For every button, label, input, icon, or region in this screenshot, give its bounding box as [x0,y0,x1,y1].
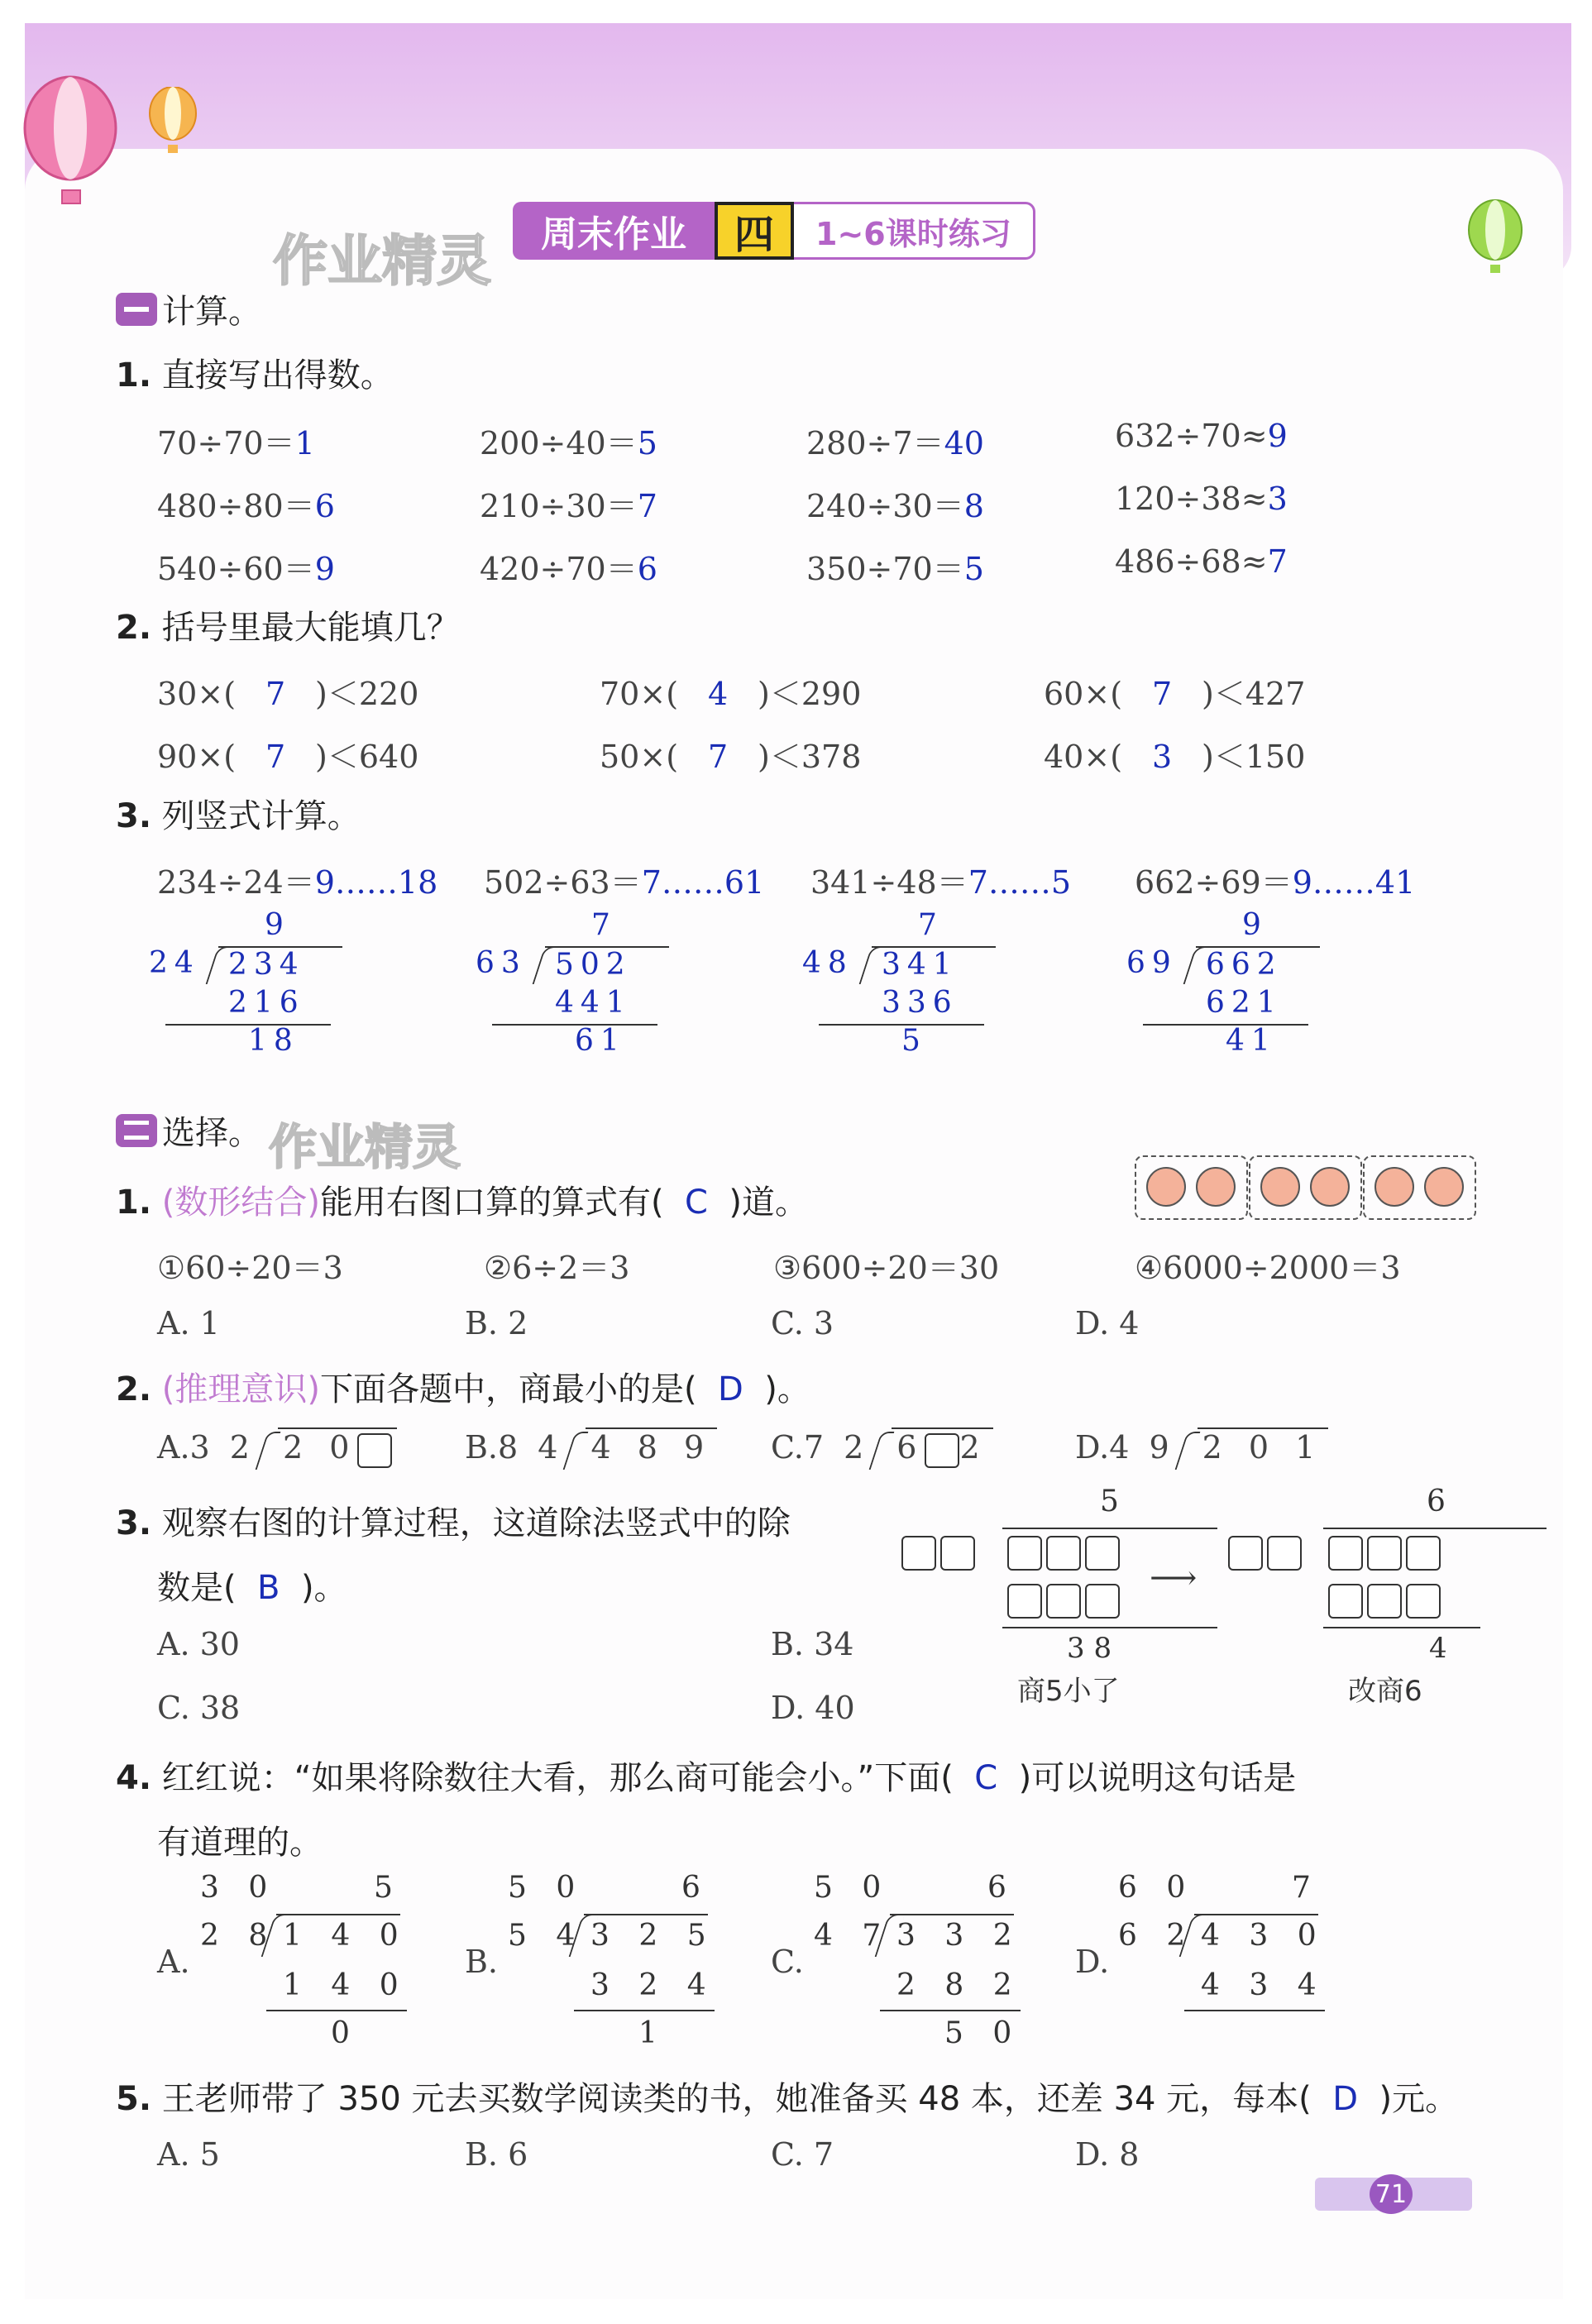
balloon-small-icon [145,87,203,161]
vertical-division [1126,908,1341,1057]
arrow-right-icon: ⟶ [1150,1559,1198,1597]
dividend: 341 [882,948,959,982]
tag-number: 四 [715,202,794,260]
equation: 486÷68≈7 [1115,543,1288,580]
division-expression: 341÷48＝7……5 [810,864,1072,901]
answer: 9 [1267,418,1288,454]
answer: 40 [944,425,984,461]
choice[interactable]: D. 8 [1075,2136,1140,2173]
divisor: 4 7 [814,1919,892,1953]
remainder: 5 0 [944,2016,1022,2050]
division-process-figure: 5 3 8 商5小了 ⟶ 6 4 改商6 [901,1485,1480,1724]
remainder: 5 [901,1024,927,1058]
divisor: 2 8 [200,1919,278,1953]
equation: 480÷80＝6 [157,488,335,524]
bracket-inequality: 30×( 7 )＜220 [157,676,419,712]
answer: 5 [637,425,657,461]
option-expression: ③600÷20＝30 [773,1250,1000,1286]
equation: 240÷30＝8 [806,488,984,524]
product: 441 [555,986,632,1020]
quotient: 7 [591,908,617,942]
assignment-tag [513,202,1035,260]
equation: 200÷40＝5 [480,425,657,461]
equation: 70÷70＝1 [157,425,315,461]
dividend: 502 [555,948,632,982]
question-2-1: 1. (数形结合)能用右图口算的算式有( C )道。 [116,1184,808,1222]
vertical-division [1118,1871,1366,2053]
divisor: 48 [802,946,853,980]
option-expression: ②6÷2＝3 [484,1250,630,1286]
remainder: 1 [638,2016,667,2050]
choice[interactable]: B. 6 [465,2136,528,2173]
choice-letter[interactable]: C. [771,1944,804,1980]
answer: 3 [1267,481,1288,517]
answer: 8 [963,488,984,524]
section-heading-1: 计算。 [116,285,261,332]
choice[interactable]: B. 2 [465,1305,528,1341]
product: 336 [882,986,959,1020]
question-2-3: 3. 观察右图的计算过程，这道除法竖式中的除 [116,1504,791,1542]
bracket-inequality: 90×( 7 )＜640 [157,739,419,775]
remainder: 41 [1226,1024,1277,1058]
divisor: 6 2 [1118,1919,1196,1953]
subtraction-line [1184,2010,1325,2011]
estimate: 6 0 [1118,1871,1196,1905]
question-1-1: 1. 直接写出得数。 [116,356,394,395]
choice-b[interactable]: B. 34 [771,1626,854,1662]
dividend: 234 [228,948,305,982]
product: 2 8 2 [896,1968,1022,2002]
question-2-5: 5. 王老师带了 350 元去买数学阅读类的书，她准备买 48 本，还差 34 元，每本( D )元。 [116,2080,1459,2118]
division-expression: 662÷69＝9……41 [1135,864,1416,901]
choice[interactable]: C. 3 [771,1305,834,1341]
bracket-inequality: 50×( 7 )＜378 [600,739,862,775]
answer: 9 [314,551,335,587]
question-1-2: 2. 括号里最大能填几？ [116,609,460,647]
equation: 350÷70＝5 [806,551,984,587]
circle-icon [1310,1167,1350,1207]
estimate: 3 0 [200,1871,278,1905]
dividend: 1 4 0 [283,1919,409,1953]
choice[interactable]: A. 1 [157,1305,220,1341]
choice[interactable]: B.8 4 4 8 9 [465,1429,738,1479]
subtraction-line [266,2010,407,2011]
choice[interactable]: A.3 2 2 0 [157,1429,430,1479]
section-one-icon [116,293,157,326]
question-2-4-cont: 有道理的。 [157,1824,323,1862]
choice[interactable]: C. 7 [771,2136,834,2173]
subtraction-line [880,2010,1021,2011]
product: 3 2 4 [590,1968,716,2002]
choice-c[interactable]: C. 38 [157,1690,241,1726]
product: 216 [228,986,305,1020]
bracket-line [276,1914,400,1915]
circle-icon [1260,1167,1300,1207]
remainder: 18 [248,1024,299,1058]
estimate: 5 0 [508,1871,586,1905]
product: 1 4 0 [283,1968,409,2002]
choice-a[interactable]: A. 30 [157,1626,240,1662]
quotient: 5 [374,1871,403,1905]
answer: 7 [1151,676,1173,712]
bracket-line [890,1914,1014,1915]
vertical-division [814,1871,1062,2053]
answer: 4 [707,676,729,712]
question-2-3-cont: 数是( B )。 [157,1569,347,1607]
dividend: 4 3 0 [1201,1919,1327,1953]
quotient: 7 [1292,1871,1321,1905]
question-2-4: 4. 红红说：“如果将除数往大看，那么商可能会小。”下面( C )可以说明这句话是 [116,1759,1297,1797]
question-2-2: 2. (推理意识)下面各题中，商最小的是( D )。 [116,1370,810,1408]
division-expression: 502÷63＝7……61 [484,864,765,901]
divisor: 24 [149,946,200,980]
choice-letter[interactable]: B. [465,1944,499,1980]
answer: 7 [265,739,286,775]
product: 621 [1206,986,1283,1020]
answer: 7 [265,676,286,712]
dividend: 662 [1206,948,1283,982]
section-two-icon [116,1114,157,1147]
choice[interactable]: D.4 9 2 0 1 [1075,1429,1348,1479]
divisor: 69 [1126,946,1178,980]
bracket-inequality: 40×( 3 )＜150 [1044,739,1306,775]
answer: 7 [707,739,729,775]
circle-groups-figure [1135,1155,1478,1218]
answer: 1 [294,425,315,461]
choice[interactable]: C.7 2 6 2 [771,1429,1044,1479]
circle-icon [1146,1167,1186,1207]
tag-title: 周末作业 [513,202,715,260]
equation: 540÷60＝9 [157,551,335,587]
page-number-badge [1315,2178,1472,2211]
equation: 420÷70＝6 [480,551,657,587]
estimate: 5 0 [814,1871,892,1905]
choice-letter[interactable]: D. [1075,1944,1110,1980]
answer: 6 [314,488,335,524]
bracket-inequality: 60×( 7 )＜427 [1044,676,1306,712]
quotient: 7 [918,908,944,942]
choice-d[interactable]: D. 40 [771,1690,855,1726]
quotient: 6 [987,1871,1016,1905]
circle-icon [1424,1167,1464,1207]
vertical-division [508,1871,756,2053]
quotient: 6 [681,1871,710,1905]
bracket-line [584,1914,708,1915]
answer: 6 [637,551,657,587]
watermark: 作业精灵 [273,229,491,293]
equation: 120÷38≈3 [1115,481,1288,517]
equation: 280÷7＝40 [806,425,984,461]
dividend: 3 3 2 [896,1919,1022,1953]
choice[interactable]: D. 4 [1075,1305,1140,1341]
answer: 5 [963,551,984,587]
section-heading-2: 选择。 [116,1107,261,1154]
tag-subtitle: 1~6课时练习 [794,202,1035,260]
division-expression: 234÷24＝9……18 [157,864,438,901]
blank-box [357,1433,392,1468]
subtraction-line [574,2010,715,2011]
remainder: 61 [575,1024,626,1058]
quotient: 9 [1242,908,1268,942]
vertical-division [149,908,364,1057]
page-number: 71 [1370,2174,1413,2214]
blank-box [925,1433,959,1468]
product: 4 3 4 [1201,1968,1327,2002]
question-1-3: 3. 列竖式计算。 [116,797,361,835]
choice[interactable]: A. 5 [157,2136,220,2173]
equation: 210÷30＝7 [480,488,657,524]
circle-icon [1374,1167,1414,1207]
bracket-line [1194,1914,1318,1915]
vertical-division [200,1871,448,2053]
vertical-division [476,908,691,1057]
balloon-green-icon [1464,198,1530,281]
divisor: 63 [476,946,527,980]
circle-icon [1196,1167,1236,1207]
option-expression: ④6000÷2000＝3 [1135,1250,1401,1286]
option-expression: ①60÷20＝3 [157,1250,343,1286]
quotient: 9 [265,908,290,942]
watermark-2: 作业精灵 [269,1119,461,1175]
equation: 632÷70≈9 [1115,418,1288,454]
answer: 7 [1267,543,1288,580]
answer: 3 [1151,739,1173,775]
bracket-inequality: 70×( 4 )＜290 [600,676,862,712]
balloon-icon [17,74,132,215]
vertical-division [802,908,1017,1057]
choice-letter[interactable]: A. [157,1944,190,1980]
divisor: 5 4 [508,1919,586,1953]
remainder: 0 [331,2016,360,2050]
dividend: 3 2 5 [590,1919,716,1953]
answer: 7 [637,488,657,524]
